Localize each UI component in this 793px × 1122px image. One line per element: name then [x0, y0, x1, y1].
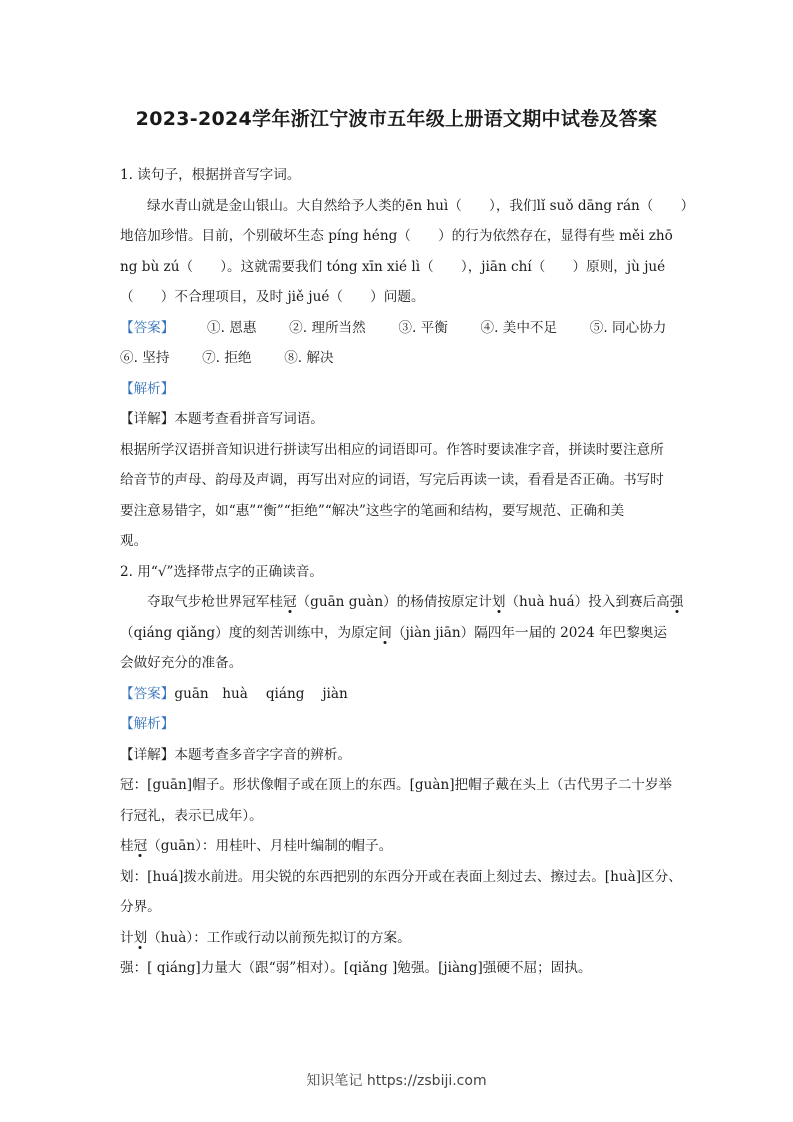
q2-explain-line: 行冠礼，表示已成年）。 — [120, 807, 263, 824]
q1-paragraph-line: ng bù zú（ ）。这就需要我们 tóng xīn xié lì（ ），jiān chí（ ）原则，jù jué — [120, 258, 666, 275]
text-run: （guān）：用桂叶、月桂叶编制的帽子。 — [147, 838, 393, 854]
q2-stem: 2. 用“√”选择带点字的正确读音。 — [120, 563, 323, 580]
q1-explain-line: 观。 — [120, 533, 148, 549]
q1-paragraph-line: 绿水青山就是金山银山。大自然给予人类的ēn huì（ ），我们lǐ suǒ dāng rán（ ） — [147, 197, 695, 214]
text-run: （jiàn jiān）隔四年一届的 2024 年巴黎奥运 — [391, 624, 667, 641]
answer-tag: 【答案】 — [120, 319, 175, 336]
detail-text: 本题考查看拼音写词语。 — [174, 411, 324, 427]
answer-text: guān huà qiáng jiàn — [174, 685, 348, 702]
answer-item: ⑦. 拒绝 — [202, 350, 252, 366]
text-run: 桂 — [120, 838, 134, 854]
q1-detail — [120, 408, 676, 430]
page-title: 2023-2024学年浙江宁波市五年级上册语文期中试卷及答案 — [135, 108, 658, 130]
q2-detail — [120, 744, 676, 766]
q2-explain-line: 分界。 — [120, 899, 161, 915]
q1-explain-line: 要注意易错字，如“惠”“衡”“拒绝”“解决”这些字的笔画和结构，要写规范、正确和美 — [120, 502, 625, 519]
answer-item: ③. 平衡 — [398, 319, 448, 336]
q1-answer-row — [120, 347, 676, 369]
detail-tag: 【详解】 — [120, 411, 175, 427]
dotted-char: 强 — [669, 594, 684, 610]
q1-explain-line: 给音节的声母、韵母及声调，再写出对应的词语，写完后再读一读，看看是否正确。书写时 — [120, 472, 664, 488]
q2-explain-line — [120, 927, 676, 949]
q2-paragraph-line — [120, 622, 676, 644]
analysis-tag: 【解析】 — [120, 716, 175, 732]
analysis-tag: 【解析】 — [120, 380, 175, 397]
q1-explain-line: 根据所学汉语拼音知识进行拼读写出相应的词语即可。作答时要读准字音，拼读时要注意所 — [120, 441, 664, 458]
detail-text: 本题考查多音字字音的辨析。 — [174, 746, 352, 763]
dotted-char: 冠 — [282, 594, 297, 610]
dotted-char: 划 — [491, 594, 506, 610]
q1-stem: 1. 读句子，根据拼音写字词。 — [120, 167, 301, 183]
text-run: （qiáng qiǎng）度的刻苦训练中，为原定 — [120, 624, 379, 641]
text-run: 计 — [120, 929, 134, 946]
text-run: 夺取气步枪世界冠军桂 — [147, 594, 283, 610]
q2-answer-row — [120, 683, 676, 705]
footer-watermark[interactable]: 知识笔记 https://zsbiji.com — [306, 1073, 487, 1089]
dotted-char: 划 — [133, 929, 148, 946]
detail-tag: 【详解】 — [120, 746, 175, 763]
dotted-char: 冠 — [133, 838, 148, 854]
q2-explain-line: 冠：[guān]帽子。形状像帽子或在顶上的东西。[guàn]把帽子戴在头上（古代男子二十岁举 — [120, 777, 673, 793]
text-run: （huà）：工作或行动以前预先拟订的方案。 — [147, 929, 411, 946]
answer-item: ④. 美中不足 — [480, 319, 558, 336]
text-run: （guān guàn）的杨倩按原定计 — [296, 594, 492, 610]
answer-item: ⑥. 坚持 — [120, 350, 170, 366]
answer-item: ②. 理所当然 — [289, 319, 366, 336]
text-run: （huà huá）投入到赛后高 — [505, 594, 670, 610]
q1-answer-row — [120, 317, 676, 339]
q2-paragraph-line — [120, 591, 684, 613]
dotted-char: 间 — [378, 624, 392, 641]
answer-tag: 【答案】 — [120, 685, 175, 702]
document-body — [120, 164, 695, 988]
q2-explain-line — [120, 835, 676, 857]
answer-item: ①. 恩惠 — [207, 319, 257, 336]
answer-item: ⑧. 解决 — [284, 350, 334, 366]
q2-explain-line: 强：[ qiáng]力量大（跟“弱”相对）。[qiǎng ]勉强。[jiàng]强硬不屈；固执。 — [120, 960, 592, 976]
answer-item: ⑤. 同心协力 — [589, 319, 667, 336]
q1-paragraph-line: 地倍加珍惜。目前，个别破坏生态 píng héng（ ）的行为依然存在，显得有些 měi zhō — [120, 228, 673, 244]
q2-paragraph-line: 会做好充分的准备。 — [120, 655, 243, 671]
q2-explain-line: 划：[huá]拨水前进。用尖锐的东西把别的东西分开或在表面上刻过去、擦过去。[huà]区分、 — [120, 868, 682, 885]
q1-paragraph-line: （ ）不合理项目，及时 jiě jué（ ）问题。 — [120, 289, 425, 305]
